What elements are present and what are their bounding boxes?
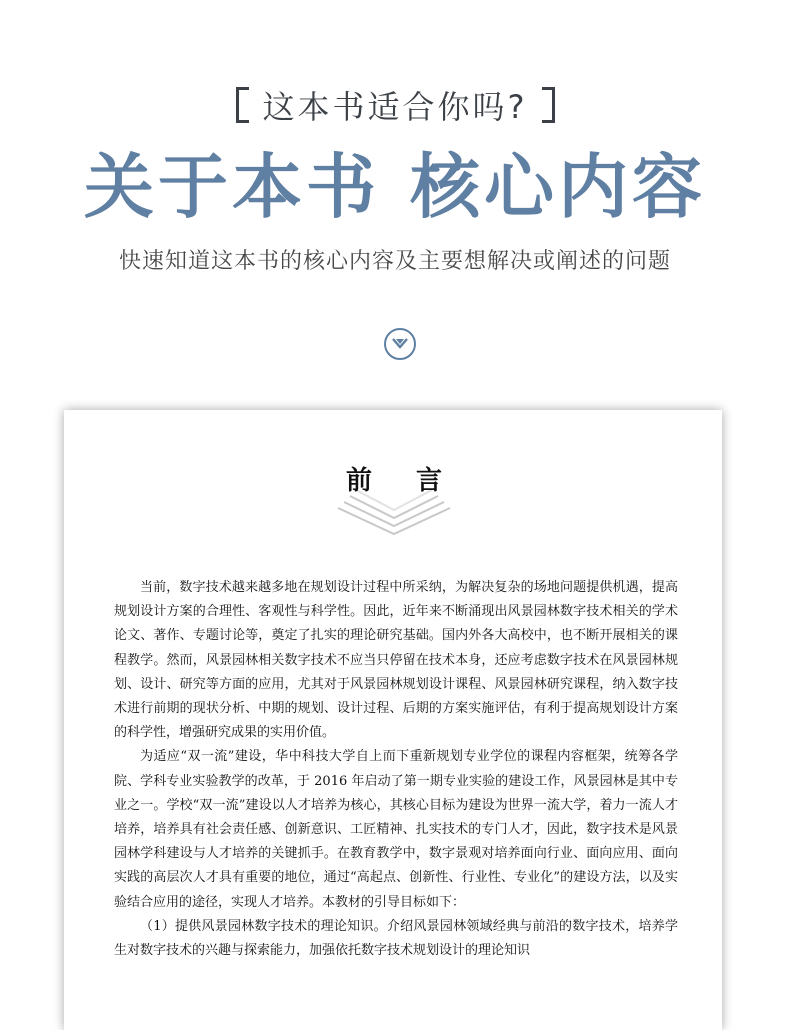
preface-paragraph-1: 当前，数字技术越来越多地在规划设计过程中所采纳，为解决复杂的场地问题提供机遇，提高规划设计方案的合理性、客观性与科学性。因此，近年来不断涌现出风景园林数字技术相关的学术论文、著作、专题讨论等，奠定了扎实的理论研究基础。国内外各大高校中，也不断开展相关的课程教学。然而，风景园林相关数字技术不应当只停留在技术本身，还应考虑数字技术在风景园林规划、设计、研究等方面的应用，尤其对于风景园林规划设计课程、风景园林研究课程，纳入数字技术进行前期的现状分析、中期的规划、设计过程、后期的方案实施评估，有利于提高规划设计方案的科学性，增强研究成果的实用价值。 [114,580,678,741]
right-bracket-icon [542,87,555,123]
preface-heading [332,452,456,542]
eyebrow-text: 这本书适合你吗? [262,88,528,126]
main-title-part1: 关于本书 [84,145,380,228]
promo-header [0,0,790,380]
preface-paragraph-2: 为适应“双一流”建设，华中科技大学自上而下重新规划专业学位的课程内容框架，统筹各学院、学科专业实验教学的改革，于 2016 年启动了第一期专业实验的建设工作，风景园林是其中专业之一。学校“双一流”建设以人才培养为核心，其核心目标为建设为世界一流大学，着力一流人才培养，培养具有社会责任感、创新意识、工匠精神、扎实技术的专门人才，因此，数字技术是风景园林学科建设与人才培养的关键抓手。在教育教学中，数字景观对培养面向行业、面向应用、面向实践的高层次人才具有重要的地位，通过“高起点、创新性、行业性、专业化”的建设方法，以及实验结合应用的途径，实现人才培养。本教材的引导目标如下： [114,749,678,910]
preface-body [114,576,678,963]
preface-paragraph-3: （1）提供风景园林数字技术的理论知识。介绍风景园林领域经典与前沿的数字技术，培养学生对数字技术的兴趣与探索能力，加强依托数字技术规划设计的理论知识 [114,918,678,959]
book-page-preview [64,410,722,1030]
scroll-down-button[interactable] [384,328,416,360]
chevron-down-icon [391,336,409,352]
preface-heading-char2: 言 [415,466,442,496]
preface-heading-char1: 前 [346,466,373,496]
subtitle: 快速知道这本书的核心内容及主要想解决或阐述的问题 [118,249,671,274]
main-title [0,142,790,232]
left-bracket-icon [236,87,249,123]
main-title-part2: 核心内容 [410,145,706,228]
eyebrow-heading [0,82,790,128]
